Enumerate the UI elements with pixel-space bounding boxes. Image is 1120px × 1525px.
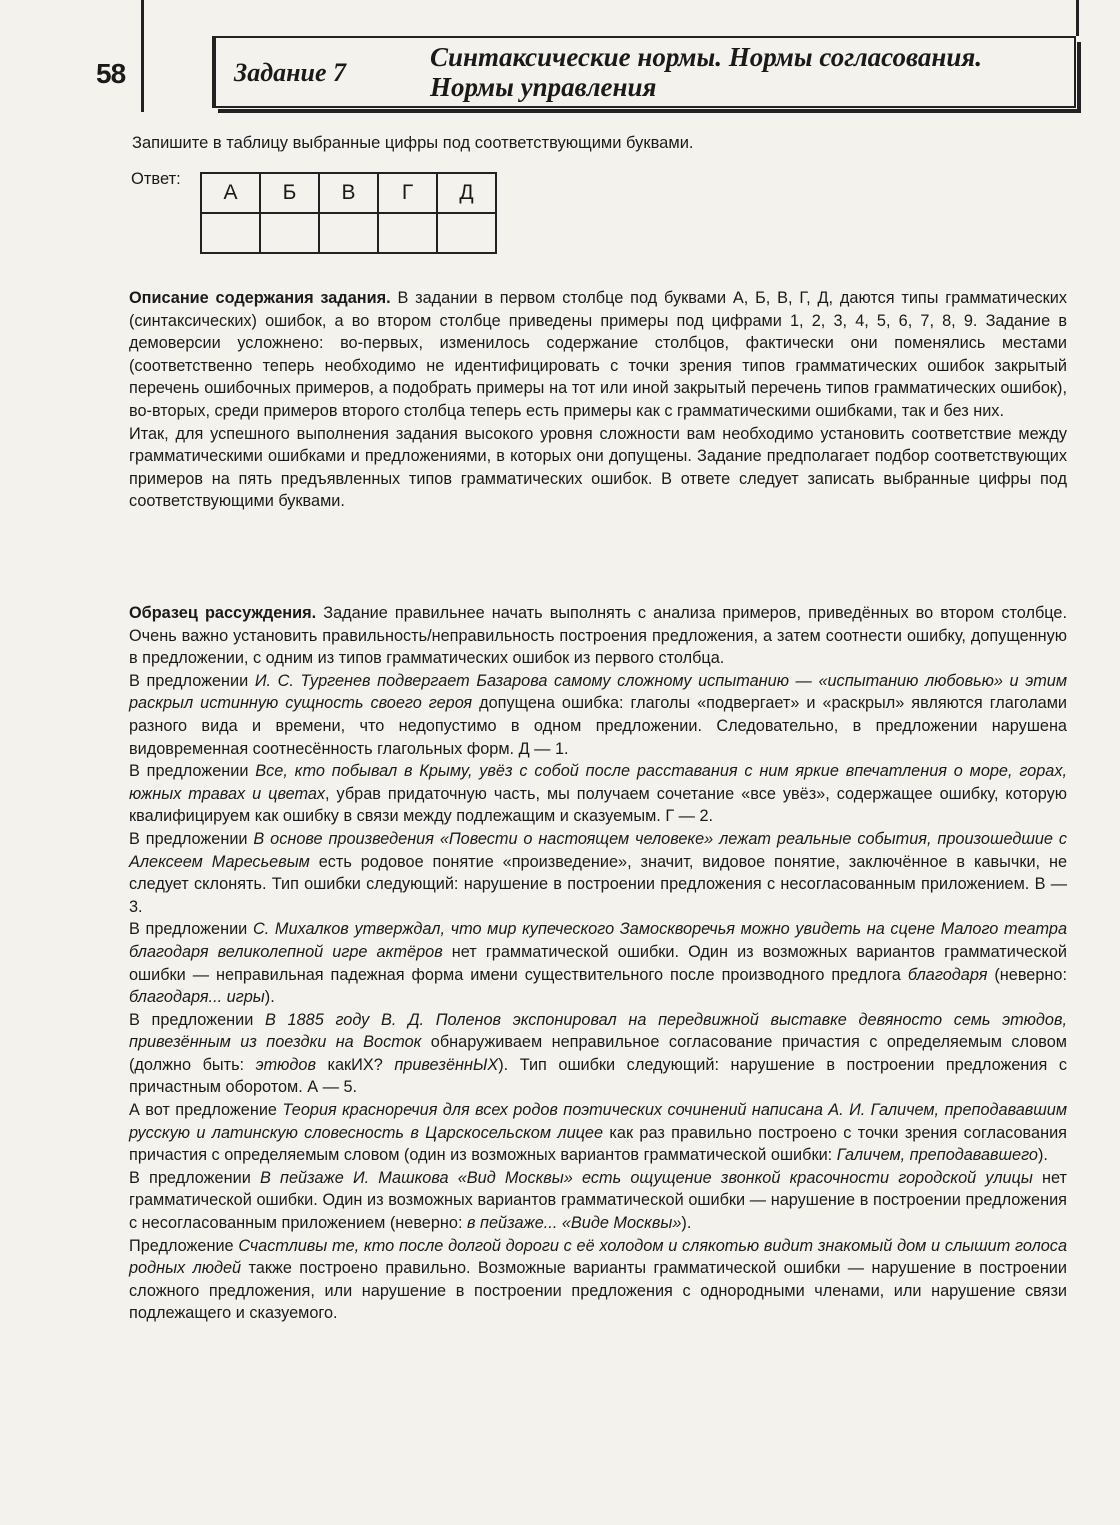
reasoning-paragraph bbox=[129, 918, 1067, 1008]
answer-table bbox=[200, 172, 497, 254]
answer-letter: Д bbox=[437, 173, 496, 213]
answer-letter: А bbox=[201, 173, 260, 213]
text-run: В предложении bbox=[129, 1010, 265, 1029]
answer-letter: Г bbox=[378, 173, 437, 213]
answer-letter: Б bbox=[260, 173, 319, 213]
answer-letter: В bbox=[319, 173, 378, 213]
margin-line-top-right bbox=[1076, 0, 1079, 36]
answer-cell[interactable] bbox=[437, 213, 496, 253]
reasoning-section bbox=[129, 602, 1067, 1325]
answer-cell[interactable] bbox=[319, 213, 378, 253]
answer-values-row bbox=[201, 213, 496, 253]
text-run: В предложении bbox=[129, 671, 255, 690]
reasoning-paragraph bbox=[129, 602, 1067, 670]
task-label: Задание 7 bbox=[234, 58, 347, 87]
reasoning-paragraph bbox=[129, 1009, 1067, 1099]
text-run: А вот предложение bbox=[129, 1101, 283, 1120]
task-header bbox=[212, 36, 1076, 108]
text-run: В предложении bbox=[129, 829, 254, 848]
example-sentence: С. Михалков утверждал, что мир купеческого Замоскворечья можно увидеть на сцене Малого театра благодаря великолепной игре актёров bbox=[129, 920, 1068, 961]
text-run: ). bbox=[681, 1214, 692, 1233]
example-sentence: И. С. Тургенев подвергает Базарова самому сложному испытанию — «испытанию любовью» и этим раскрыл истинную сущность своего героя bbox=[129, 671, 1067, 713]
text-run: В предложении bbox=[129, 762, 256, 781]
instruction-text: Запишите в таблицу выбранные цифры под соответствующими буквами. bbox=[132, 134, 694, 152]
description-lead: Описание содержания задания. bbox=[129, 289, 391, 307]
answer-cell[interactable] bbox=[201, 213, 260, 253]
reasoning-paragraph bbox=[129, 1167, 1067, 1235]
header-shadow-right bbox=[1077, 42, 1081, 113]
text-run: ). bbox=[264, 988, 275, 1007]
example-word: этюдов bbox=[255, 1055, 316, 1074]
reasoning-paragraph bbox=[129, 828, 1067, 918]
text-run: , убрав придаточную часть, мы получаем сочетание «все увёз», содержащее ошибку, которую квалифицируем как ошибку в связи между подлежащим и сказуемым. Г — 2. bbox=[129, 784, 1067, 826]
answer-cell[interactable] bbox=[378, 213, 437, 253]
answer-letters-row bbox=[201, 173, 496, 213]
task-title: Синтаксические нормы. Нормы согласования. Нормы управления bbox=[430, 42, 983, 102]
reasoning-intro: Задание правильнее начать выполнять с анализа примеров, приведённых во втором столбце. Очень важно установить правильность/неправильность построения предложения, а затем соотнести ошибку, допущенную в предложении, с одним из типов грамматических ошибок из первого столбца. bbox=[129, 604, 1067, 668]
reasoning-paragraph bbox=[129, 760, 1067, 828]
page-number: 58 bbox=[96, 58, 126, 89]
text-run: обнаруживаем неправильное согласование причастия с определяемым словом (должно быть: bbox=[129, 1033, 1068, 1074]
description-text: В задании в первом столбце под буквами А, Б, В, Г, Д, даются типы грамматических (синтаксических) ошибок, а во втором столбце приведены примеры под цифрами 1, 2, 3, 4, 5, 6, 7, 8, 9. Задание в демоверсии усложнено: во-первых, изменилось содержание столбцов, фактически они поменялись местами (соответственно теперь необходимо не идентифицировать с точки зрения типов грамматических ошибок закрытый перечень ошибочных примеров, а подобрать примеры на тот или иной закрытый перечень типов грамматических ошибок), во-вторых, среди примеров второго столбца теперь есть примеры как с грамматическими ошибками, так и без них. bbox=[129, 289, 1068, 420]
margin-line-top-left bbox=[141, 0, 144, 112]
description-section bbox=[129, 287, 1067, 513]
text-run: нет грамматической ошибки. Один из возможных вариантов грамматической ошибки — нарушение в построении предложения с несогласованным приложением (неверно: bbox=[129, 1168, 1067, 1233]
text-run: (неверно: bbox=[987, 965, 1067, 984]
reasoning-lead: Образец рассуждения. bbox=[129, 604, 317, 622]
header-shadow-bottom bbox=[218, 109, 1080, 113]
example-sentence: В 1885 году В. Д. Поленов экспонировал на передвижной выставке девяносто семь этюдов, привезённым из поездки на Восток bbox=[129, 1010, 1068, 1052]
example-sentence: Теория красноречия для всех родов поэтических сочинений написана А. И. Галичем, преподававшим русскую и латинскую словесность в Царскосельском лицее bbox=[129, 1101, 1068, 1142]
text-run: есть родовое понятие «произведение», значит, видовое понятие, заключённое в кавычки, не следует склонять. Тип ошибки следующий: нарушение в построении предложения с несогласованным приложением. В — 3. bbox=[129, 852, 1067, 916]
answer-label: Ответ: bbox=[131, 170, 181, 188]
reasoning-paragraph bbox=[129, 670, 1067, 760]
example-sentence: Все, кто побывал в Крыму, увёз с собой после расставания с ним яркие впечатления о море, горах, южных травах и цветах bbox=[129, 762, 1067, 803]
text-run: ). bbox=[1037, 1146, 1048, 1165]
reasoning-paragraph bbox=[129, 1235, 1067, 1325]
example-word: Галичем, преподававшего bbox=[836, 1146, 1038, 1165]
text-run: какИХ? bbox=[315, 1055, 395, 1074]
example-sentence: В основе произведения «Повести о настоящем человеке» лежат реальные события, произошедшие с Алексеем Маресьевым bbox=[129, 829, 1068, 871]
text-run: В предложении bbox=[129, 920, 253, 939]
text-run: также построено правильно. Возможные варианты грамматической ошибки — нарушение в построении сложного предложения, или нарушение в построении предложения с однородными членами, или нарушение связи подлежащего и сказуемого. bbox=[129, 1259, 1067, 1323]
example-sentence: Счастливы те, кто после долгой дороги с её холодом и слякотью видит знакомый дом и слышит голоса родных людей bbox=[129, 1236, 1067, 1278]
answer-cell[interactable] bbox=[260, 213, 319, 253]
text-run: Предложение bbox=[129, 1236, 239, 1255]
text-run: ). Тип ошибки следующий: нарушение в построении предложения с причастным оборотом. А — 5. bbox=[129, 1055, 1068, 1097]
description-paragraph bbox=[129, 287, 1067, 423]
text-run: как раз правильно построено с точки зрения согласования причастия с определяемым словом (один из возможных вариантов грамматической ошибки: bbox=[129, 1123, 1067, 1165]
example-sentence: В пейзаже И. Машкова «Вид Москвы» есть ощущение звонкой красочности городской улицы bbox=[259, 1168, 1033, 1187]
description-paragraph: Итак, для успешного выполнения задания высокого уровня сложности вам необходимо установить соответствие между грамматическими ошибками и предложениями, в которых они допущены. Задание предполагает подбор соответствующих примеров на пять предъявленных типов грамматических ошибок. В ответе следует записать выбранные цифры под соответствующими буквами. bbox=[129, 424, 1067, 511]
example-word: в пейзаже... «Виде Москвы» bbox=[467, 1214, 682, 1233]
reasoning-paragraph bbox=[129, 1099, 1067, 1167]
text-run: В предложении bbox=[129, 1168, 260, 1187]
example-word: благодаря bbox=[907, 965, 988, 984]
text-run: допущена ошибка: глаголы «подвергает» и «раскрыл» являются глаголами разного вида и времени, что недопустимо в одном предложении. Следовательно, в предложении нарушена видовременная соотнесённость глагольных форм. Д — 1. bbox=[129, 694, 1067, 758]
example-word: привезённЫХ bbox=[394, 1055, 499, 1074]
text-run: нет грамматической ошибки. Один из возможных вариантов грамматической ошибки — неправильная падежная форма имени существительного после производного предлога bbox=[129, 942, 1067, 984]
example-word: благодаря... игры bbox=[129, 988, 265, 1007]
